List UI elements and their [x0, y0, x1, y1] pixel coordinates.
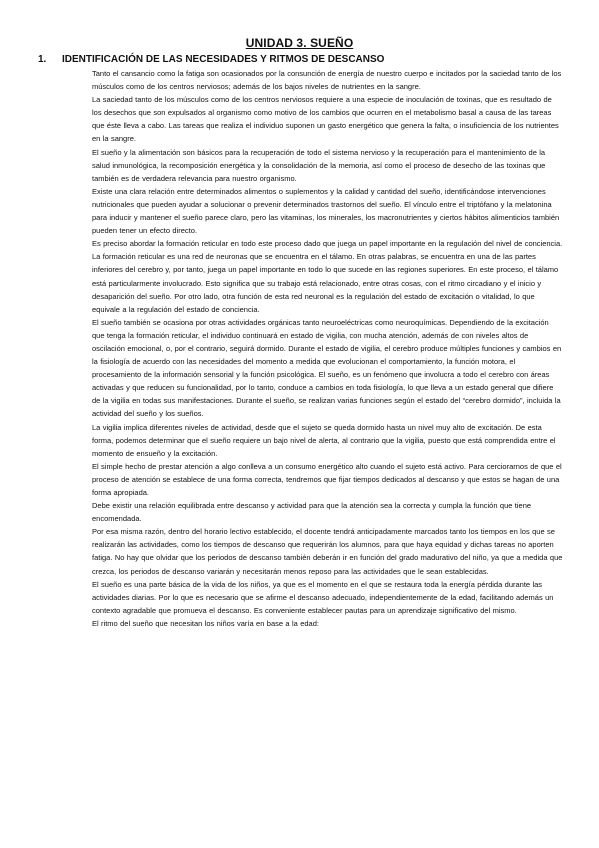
paragraph: El sueño y la alimentación son básicos para la recuperación de todo el sistema nervioso y la recuperación para el mantenimiento de la salud inmunológica, la recomposición energética y la consolidación de la memoria, así como el proceso de desecho de las toxinas que también es de verdadera relevancia para nuestro organismo. — [92, 147, 546, 183]
paragraph: Es preciso abordar la formación reticular en todo este proceso dado que juega un papel importante en la regulación del nivel de conciencia. La formación reticular es una red de neuronas que se encuentra en el tálamo. En otras palabras, se encuentra en una de las partes inferiores del cerebro y, por tanto, juega un papel importante en todo lo que sucede en las regiones superiores. En este proceso, el tálamo está particularmente involucrado. Esto significa que su trabajo está relacionado, entre otras cosas, con el ritmo circadiano y el inicio y desaparición del sueño. Por otro lado, otra función de esta red neuronal es la regulación del estado de excitación o vitalidad, lo que equivale a la regulación del estado de conciencia. — [92, 239, 563, 314]
paragraph: La saciedad tanto de los músculos como de los centros nerviosos requiere a una especie de inoculación de toxinas, que es resultado de los desechos que son expulsados al organismo como motivo de los cambios que ocurren en el metabolismo basal a causa de las tareas que éste lleva a cabo. Las tareas que realiza el individuo suponen un gasto energético que genera la falta, o insuficiencia de los nutrientes en la sangre. — [92, 95, 559, 144]
paragraph: Tanto el cansancio como la fatiga son ocasionados por la consunción de energía de nuestro cuerpo e incitados por la saciedad tanto de los músculos como de los centros nerviosos; además de los bajos niveles de nutrientes en la sangre. — [92, 69, 562, 92]
paragraph: El sueño es una parte básica de la vida de los niños, ya que es el momento en el que se restaura toda la energía pérdida durante las actividades diarias. Por lo que es necesario que se afirme el descanso adecuado, independientemente de la edad, facilitando además un contexto agradable que promueva el descanso. Es conveniente establecer pautas para un aprendizaje significativo del mismo. — [92, 579, 554, 615]
body-text — [36, 67, 563, 630]
page-title: UNIDAD 3. SUEÑO — [245, 36, 354, 50]
paragraph: Existe una clara relación entre determinados alimentos o suplementos y la calidad y cantidad del sueño, identificándose intervenciones nutricionales que pueden ayudar a solucionar o prevenir determinados trastornos del sueño. El vínculo entre el triptófano y la melatonina para inducir y mantener el sueño parece claro, pero las vitaminas, los minerales, los macronutrientes y ciertos hábitos alimenticios también pueden tener un efecto directo. — [92, 186, 560, 236]
paragraph: El simple hecho de prestar atención a algo conlleva a un consumo energético alto cuando el sujeto está activo. Para cerciorarnos de que el proceso de atención se establece de una forma correcta, tendremos que fijar tiempos dedicados al descanso y que estos se hagan de una forma apropiada. — [92, 461, 562, 497]
section-number: 1. — [38, 54, 47, 65]
section-heading-text: IDENTIFICACIÓN DE LAS NECESIDADES Y RITMOS DE DESCANSO — [62, 54, 385, 65]
paragraph: La vigilia implica diferentes niveles de actividad, desde que el sujeto se queda dormido hasta un nivel muy alto de excitación. De esta forma, podemos determinar que el sueño requiere un bajo nivel de alerta, al contrario que la vigilia, puesto que está comprendida entre el momento de ensueño y la excitación. — [92, 422, 556, 458]
paragraph: Debe existir una relación equilibrada entre descanso y actividad para que la atención sea la correcta y cumpla la función que tiene encomendada. — [92, 501, 532, 524]
paragraph: El ritmo del sueño que necesitan los niños varía en base a la edad: — [92, 618, 319, 628]
section-heading — [36, 54, 563, 65]
paragraph: El sueño también se ocasiona por otras actividades orgánicas tanto neuroeléctricas como neuroquímicas. Dependiendo de la excitación que tenga la formación reticular, el individuo continuará en estado de vigilia, con mucha atención, además de con niveles altos de oscilación emocional, o, por el contrario, seguirá dormido. Durante el estado de vigilia, el cerebro produce múltiples funciones y cambios en la fisiología de acuerdo con las necesidades del momento a medida que evolucionan el comportamiento, la función motora, el procesamiento de la información sensorial y la función psicológica. El sueño, es un fenómeno que involucra a todo el cerebro con áreas activadas y que reducen su funcionalidad, por lo tanto, conduce a cambios en toda fisiología, lo que lleva a un estado general que difiere de la vigilia en todas sus manifestaciones. Durante el sueño, se realizan varias funciones según el estado del “cerebro dormido”, incluida la actividad del sueño y los sueños. — [92, 317, 562, 419]
paragraph: Por esa misma razón, dentro del horario lectivo establecido, el docente tendrá anticipadamente marcados tanto los tiempos en los que se realizarán las actividades, como los tiempos de descanso que requerirán los alumnos, para que haya equidad y dichas tareas no aporten fatiga. No hay que olvidar que los periodos de descanso también deberán ir en función del grado madurativo del niño, ya que a medida que crezca, los periodos de descanso variarán y necesitarán menos reposo para las actividades que le sean establecidas. — [92, 527, 563, 576]
